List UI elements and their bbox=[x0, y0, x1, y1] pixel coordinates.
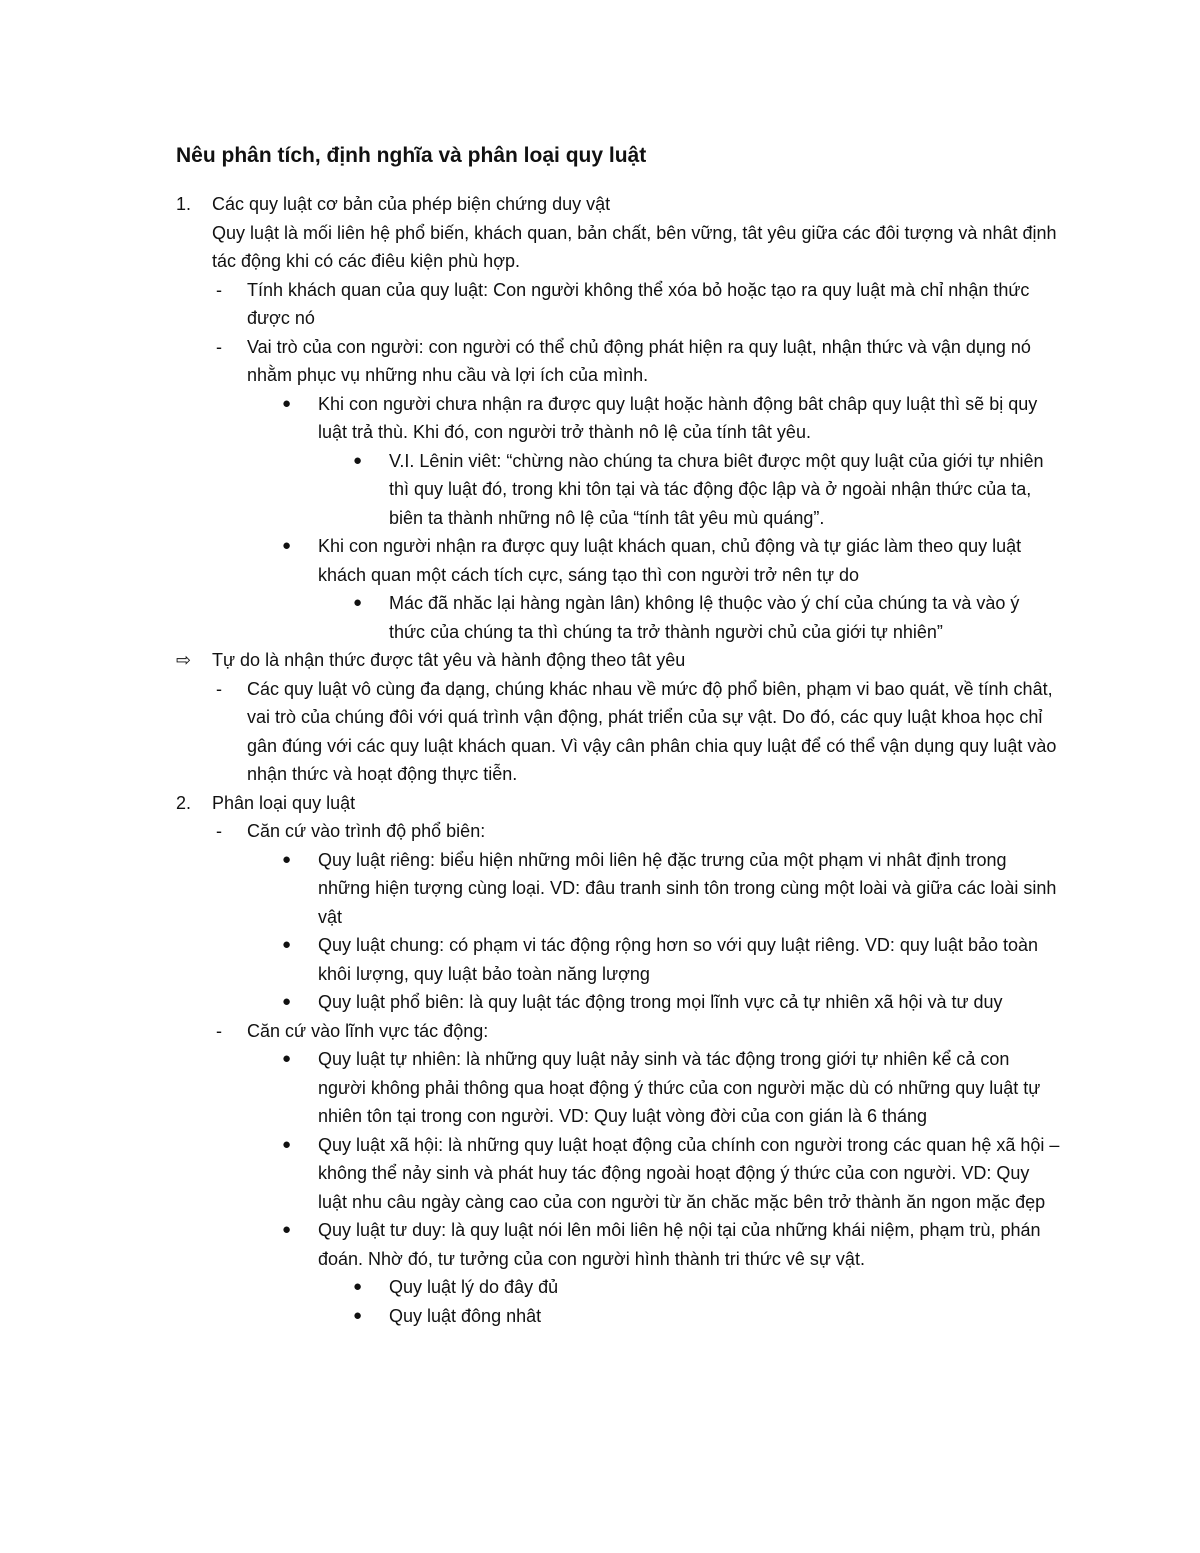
document-title: Nêu phân tích, định nghĩa và phân loại quy luật bbox=[176, 144, 647, 167]
bullet-icon: ● bbox=[353, 451, 363, 469]
number-marker: 2. bbox=[176, 792, 192, 813]
bullet-item-social-law bbox=[176, 1131, 1060, 1217]
arrow-right-icon: ⇨ bbox=[176, 650, 192, 670]
bullet-item-text: Quy luật xã hội: là những quy luật hoạt động của chính con người trong các quan hệ xã hội – không thể nảy sinh và phát huy tác động ngoài hoạt động ý thức của con người. VD: Quy luật nhu câu ngày càng cao của con người từ ăn chăc mặc bên trở thành ăn ngon mặc đẹp bbox=[318, 1134, 1060, 1212]
number-marker: 1. bbox=[176, 194, 192, 214]
dash-marker: - bbox=[216, 336, 222, 357]
bullet-item-not-aware bbox=[176, 390, 1060, 447]
dash-item-human-role bbox=[176, 333, 1060, 390]
dash-item-by-level bbox=[176, 817, 1060, 846]
arrow-item-freedom bbox=[176, 646, 1060, 675]
bullet-item-text: Quy luật phổ biên: là quy luật tác động trong mọi lĩnh vực cả tự nhiên xã hội và tư duy bbox=[318, 992, 1003, 1012]
bullet-item-natural-law bbox=[176, 1045, 1060, 1131]
bullet-icon: ● bbox=[353, 1306, 363, 1324]
dash-item-objectivity bbox=[176, 276, 1060, 333]
bullet-icon: ● bbox=[353, 1278, 363, 1295]
dash-marker: - bbox=[216, 678, 222, 699]
numbered-item-2 bbox=[176, 789, 1060, 818]
dash-item-text: Căn cứ vào lĩnh vực tác động: bbox=[247, 1020, 489, 1041]
dash-marker: - bbox=[216, 821, 222, 841]
bullet-icon: ● bbox=[282, 1050, 292, 1067]
bullet-item-general-law bbox=[176, 931, 1060, 988]
bullet-icon: ● bbox=[282, 993, 292, 1010]
sub-bullet-item-sufficient-reason bbox=[176, 1273, 1060, 1302]
document-body bbox=[176, 190, 1060, 1330]
dash-item-text: Vai trò của con người: con người có thể chủ động phát hiện ra quy luật, nhận thức và vận dụng nó nhằm phục vụ những nhu cầu và lợi ích của mình. bbox=[247, 336, 1031, 385]
dash-item-by-field bbox=[176, 1017, 1060, 1046]
sub-bullet-item-identity bbox=[176, 1302, 1060, 1331]
bullet-item-specific-law bbox=[176, 846, 1060, 932]
section-1-paragraph: Quy luật là mối liên hệ phổ biến, khách quan, bản chất, bên vững, tât yêu giữa các đôi tượng và nhât định tác động khi có các điêu kiện phù hợp. bbox=[212, 222, 1057, 271]
sub-bullet-item-text: V.I. Lênin viêt: “chừng nào chúng ta chưa biêt được một quy luật của giới tự nhiên thì quy luật đó, trong khi tôn tại và tác động độc lập và ở ngoài nhận thức của ta, biên ta thành những nô lệ của “tính tât yêu mù quáng”. bbox=[389, 450, 1044, 528]
bullet-item-aware bbox=[176, 532, 1060, 589]
dash-item-text: Tính khách quan của quy luật: Con người không thể xóa bỏ hoặc tạo ra quy luật mà chỉ nhận thức được nó bbox=[247, 279, 1030, 328]
dash-marker: - bbox=[216, 279, 222, 300]
sub-bullet-item-text: Quy luật lý do đây đủ bbox=[389, 1277, 559, 1297]
bullet-icon: ● bbox=[282, 394, 292, 412]
bullet-item-text: Khi con người nhận ra được quy luật khách quan, chủ động và tự giác làm theo quy luật khách quan một cách tích cực, sáng tạo thì con người trở nên tự do bbox=[318, 536, 1022, 585]
bullet-icon: ● bbox=[353, 594, 363, 611]
sub-bullet-item-text: Mác đã nhăc lại hàng ngàn lân) không lệ thuộc vào ý chí của chúng ta và vào ý thức của chúng ta thì chúng ta trở thành người chủ của giới tự nhiên” bbox=[389, 593, 1020, 642]
sub-bullet-item-lenin bbox=[176, 447, 1060, 533]
dash-item-text: Các quy luật vô cùng đa dạng, chúng khác nhau về mức độ phổ biên, phạm vi bao quát, về tính chât, vai trò của chúng đôi với quá trình vận động, phát triển của sự vật. Do đó, các quy luật khoa học chỉ gân đúng với các quy luật khách quan. Vì vậy cân phân chia quy luật để có thể vận dụng quy luật vào nhận thức và hoạt động thực tiễn. bbox=[247, 678, 1057, 784]
section-2-heading: Phân loại quy luật bbox=[212, 792, 356, 813]
section-1-heading: Các quy luật cơ bản của phép biện chứng duy vật bbox=[212, 194, 611, 214]
bullet-item-text: Quy luật tự nhiên: là những quy luật nảy sinh và tác động trong giới tự nhiên kể cả con người không phải thông qua hoạt động ý thức của con người mặc dù có những quy luật tự nhiên tôn tại trong con người. VD: Quy luật vòng đời của con gián là 6 tháng bbox=[318, 1049, 1041, 1126]
sub-bullet-item-marx bbox=[176, 589, 1060, 646]
bullet-item-universal-law bbox=[176, 988, 1060, 1017]
bullet-item-text: Quy luật chung: có phạm vi tác động rộng hơn so với quy luật riêng. VD: quy luật bảo toàn khôi lượng, quy luật bảo toàn năng lượng bbox=[318, 935, 1039, 984]
bullet-icon: ● bbox=[282, 1221, 292, 1238]
sub-bullet-item-text: Quy luật đông nhât bbox=[389, 1305, 542, 1326]
bullet-icon: ● bbox=[282, 936, 292, 953]
bullet-item-text: Quy luật riêng: biểu hiện những môi liên hệ đặc trưng của một phạm vi nhât định trong những hiện tượng cùng loại. VD: đâu tranh sinh tôn trong cùng một loài và giữa các loài sinh vật bbox=[318, 849, 1057, 927]
dash-item-text: Căn cứ vào trình độ phổ biên: bbox=[247, 821, 486, 841]
numbered-item-1 bbox=[176, 190, 1060, 219]
bullet-icon: ● bbox=[282, 1135, 292, 1153]
dash-marker: - bbox=[216, 1020, 222, 1041]
arrow-item-text: Tự do là nhận thức được tât yêu và hành động theo tât yêu bbox=[212, 650, 686, 670]
bullet-item-thinking-law bbox=[176, 1216, 1060, 1273]
bullet-item-text: Quy luật tư duy: là quy luật nói lên môi liên hệ nội tại của những khái niệm, phạm trù, phán đoán. Nhờ đó, tư tưởng của con người hình thành tri thức vê sự vật. bbox=[318, 1220, 1041, 1269]
bullet-icon: ● bbox=[282, 850, 292, 868]
dash-item-diversity bbox=[176, 675, 1060, 789]
bullet-icon: ● bbox=[282, 537, 292, 554]
bullet-item-text: Khi con người chưa nhận ra được quy luật hoặc hành động bât châp quy luật thì sẽ bị quy luật trả thù. Khi đó, con người trở thành nô lệ của tính tât yêu. bbox=[318, 393, 1038, 442]
